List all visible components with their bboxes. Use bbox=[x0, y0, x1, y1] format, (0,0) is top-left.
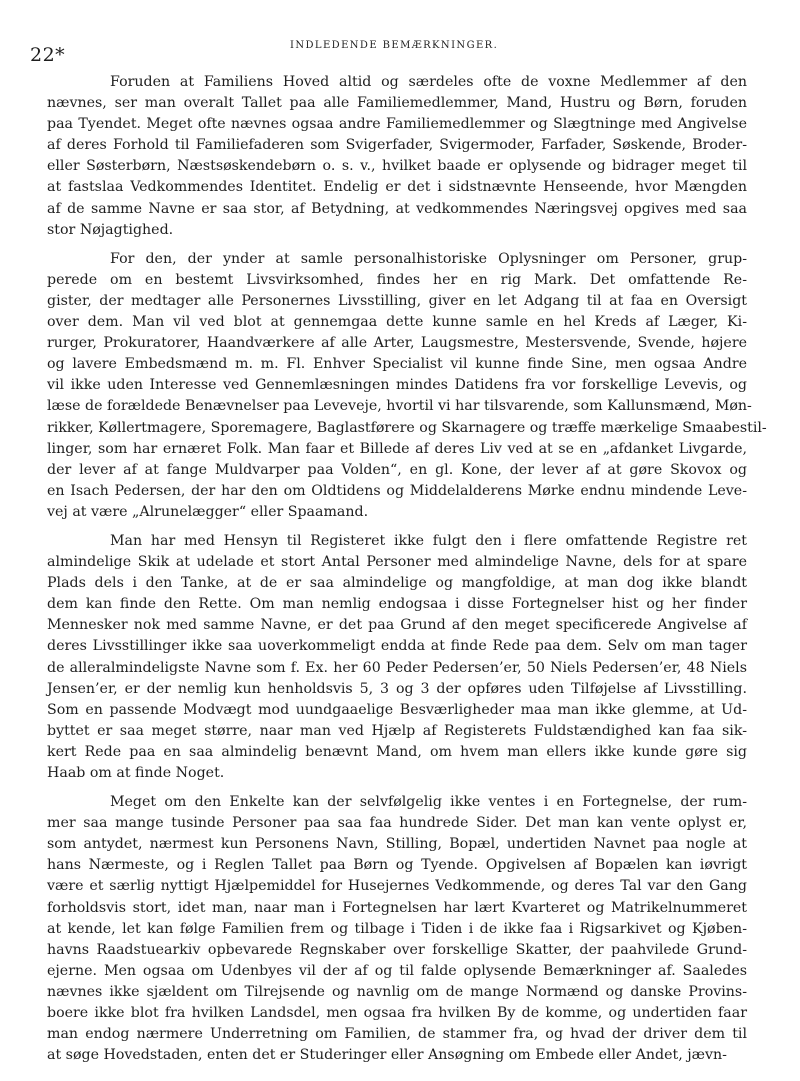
text-line: stor Nøjagtighed. bbox=[47, 221, 174, 238]
page-number: 22* bbox=[30, 44, 66, 66]
text-line: linger, som har ernæret Folk. Man faar et Billede af deres Liv ved at se en „afdanket Livgarde, bbox=[47, 440, 747, 457]
text-line: For den, der ynder at samle personalhistoriske Oplysninger om Personer, grup- bbox=[110, 250, 747, 267]
text-line: Mennesker nok med samme Navne, er det paa Grund af den meget specificerede Angivelse af bbox=[47, 617, 747, 634]
text-line: at fastslaa Vedkommendes Identitet. Endelig er det i sidstnævnte Henseende, hvor Mængden bbox=[47, 179, 747, 196]
text-line: ejerne. Men ogsaa om Udenbyes vil der af og til falde oplysende Bemærkninger af. Saaledes bbox=[47, 962, 747, 979]
running-head: INDLEDENDE BEMÆRKNINGER. bbox=[290, 40, 499, 51]
body-text bbox=[47, 72, 767, 1066]
text-line: læse de forældede Benævnelser paa Leveveje, hvortil vi har tilsvarende, som Kallunsmænd, Møn- bbox=[47, 398, 752, 415]
text-line: kert Rede paa en saa almindelig benævnt Mand, om hvem man ellers ikke kunde gøre sig bbox=[47, 743, 747, 760]
text-line: forholdsvis stort, idet man, naar man i Fortegnelsen har lært Kvarteret og Matrikelnummeret bbox=[47, 899, 747, 916]
paragraph bbox=[47, 531, 747, 784]
text-line: deres Livsstillinger ikke saa uoverkommeligt endda at finde Rede paa dem. Selv om man tager bbox=[47, 638, 747, 655]
text-line: Haab om at finde Noget. bbox=[47, 765, 225, 781]
text-line: man endog nærmere Underretning om Familien, de stammer fra, og hvad der driver dem til bbox=[47, 1026, 747, 1043]
text-line: og lavere Embedsmænd m. m. Fl. Enhver Specialist vil kunne finde Sine, men ogsaa Andre bbox=[47, 356, 747, 373]
text-line: af deres Forhold til Familiefaderen som Svigerfader, Svigermoder, Farfader, Søskende, Broder- bbox=[47, 137, 747, 154]
text-line: som antydet, nærmest kun Personens Navn, Stilling, Bopæl, undertiden Navnet paa nogle at bbox=[47, 836, 747, 853]
text-line: vil ikke uden Interesse ved Gennemlæsningen mindes Datidens fra vor forskellige Levevis, og bbox=[47, 377, 747, 394]
text-line: havns Raadstuearkiv opbevarede Regnskaber over forskellige Skatter, der paahvilede Grund- bbox=[47, 941, 747, 958]
text-line: der lever af at fange Muldvarper paa Volden“, en gl. Kone, der lever af at gøre Skovox og bbox=[47, 461, 747, 478]
text-line: gister, der medtager alle Personernes Livsstilling, giver en let Adgang til at faa en Oversigt bbox=[47, 292, 747, 309]
text-line: perede om en bestemt Livsvirksomhed, findes her en rig Mark. Det omfattende Re- bbox=[47, 271, 747, 288]
text-line: nævnes ikke sjældent om Tilrejsende og navnlig om de mange Normænd og danske Provins- bbox=[47, 983, 747, 1000]
text-line: rikker, Køllertmagere, Sporemagere, Baglastførere og Skarnagere og træffe mærkelige Smaabestil- bbox=[47, 419, 767, 436]
text-line: Plads dels i den Tanke, at de er saa almindelige og mangfoldige, at man dog ikke blandt bbox=[47, 575, 747, 592]
text-line: Som en passende Modvægt mod uundgaaelige Besværligheder maa man ikke glemme, at Ud- bbox=[47, 701, 747, 718]
text-line: paa Tyendet. Meget ofte nævnes ogsaa andre Familiemedlemmer og Slægtninge med Angivelse bbox=[47, 116, 747, 133]
text-line: byttet er saa meget større, naar man ved Hjælp af Registerets Fuldstændighed kan faa sik- bbox=[47, 722, 747, 739]
text-line: hans Nærmeste, og i Reglen Tallet paa Børn og Tyende. Opgivelsen af Bopælen kan iøvrigt bbox=[47, 857, 747, 874]
text-line: Man har med Hensyn til Registeret ikke fulgt den i flere omfattende Registre ret bbox=[110, 532, 747, 549]
text-line: almindelige Skik at udelade et stort Antal Personer med almindelige Navne, dels for at spare bbox=[47, 554, 747, 571]
text-line: Foruden at Familiens Hoved altid og særdeles ofte de voxne Medlemmer af den bbox=[110, 74, 747, 90]
text-line: en Isach Pedersen, der har den om Oldtidens og Middelalderens Mørke endnu mindende Leve- bbox=[47, 482, 747, 499]
text-line: de alleralmindeligste Navne som f. Ex. her 60 Peder Pedersen’er, 50 Niels Pedersen’er, 48 Niels bbox=[47, 659, 747, 676]
paragraph bbox=[47, 792, 747, 1066]
text-line: nævnes, ser man overalt Tallet paa alle Familiemedlemmer, Mand, Hustru og Børn, foruden bbox=[47, 95, 747, 112]
text-line: at søge Hovedstaden, enten det er Studeringer eller Ansøgning om Embede eller Andet, jævn- bbox=[47, 1047, 727, 1064]
text-line: eller Søsterbørn, Næstsøskendebørn o. s. v., hvilket baade er oplysende og bidrager meget til bbox=[47, 158, 747, 175]
text-line: dem kan finde den Rette. Om man nemlig endogsaa i disse Fortegnelser hist og her finder bbox=[47, 596, 747, 613]
text-line: mer saa mange tusinde Personer paa saa faa hundrede Sider. Det man kan vente oplyst er, bbox=[47, 815, 747, 832]
text-line: rurger, Prokuratorer, Haandværkere af alle Arter, Laugsmestre, Mestersvende, Svende, højere bbox=[47, 335, 747, 352]
text-line: at kende, let kan følge Familien frem og tilbage i Tiden i de ikke faa i Rigsarkivet og Kjøben- bbox=[47, 920, 747, 937]
paragraph bbox=[47, 249, 767, 523]
text-line: Meget om den Enkelte kan der selvfølgelig ikke ventes i en Fortegnelse, der rum- bbox=[110, 794, 747, 811]
text-line: være et særlig nyttigt Hjælpemiddel for Husejernes Vedkommende, og deres Tal var den Gang bbox=[47, 878, 747, 895]
text-line: over dem. Man vil ved blot at gennemgaa dette kunne samle en hel Kreds af Læger, Ki- bbox=[47, 314, 747, 331]
text-line: vej at være „Alrunelægger“ eller Spaamand. bbox=[47, 503, 369, 520]
paragraph bbox=[47, 72, 747, 241]
text-line: boere ikke blot fra hvilken Landsdel, men ogsaa fra hvilken By de komme, og undertiden faar bbox=[47, 1005, 747, 1022]
text-line: af de samme Navne er saa stor, af Betydning, at vedkommendes Næringsvej opgives med saa bbox=[47, 200, 747, 217]
text-line: Jensen’er, er der nemlig kun henholdsvis 5, 3 og 3 der opføres uden Tilføjelse af Livsstilling. bbox=[47, 680, 747, 697]
